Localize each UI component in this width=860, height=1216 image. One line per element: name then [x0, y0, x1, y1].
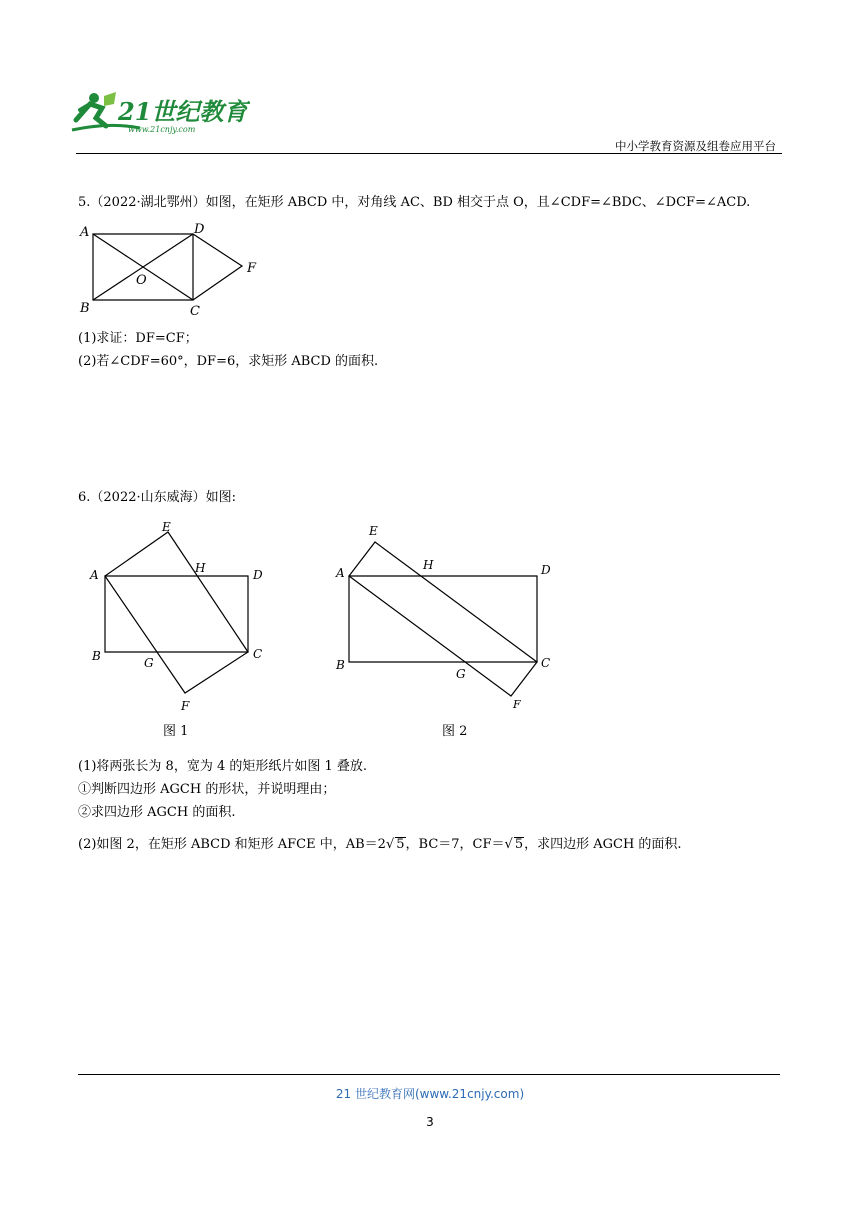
footer-link[interactable]: 21 世纪教育网(www.21cnjy.com)	[335, 1087, 525, 1101]
fig2-label-E: E	[369, 524, 378, 538]
footer-divider	[78, 1074, 780, 1075]
q6-part2	[78, 836, 682, 854]
fig2-label-H: H	[423, 558, 434, 572]
sqrt-radicand-1: 5	[396, 837, 405, 852]
fig1-label-G: G	[144, 656, 154, 670]
label-D: D	[194, 222, 205, 237]
q6-figure-2	[330, 515, 560, 715]
q6-part2-text-3: ，求四边形 AGCH 的面积.	[524, 837, 682, 852]
header-divider	[76, 153, 782, 154]
q5-figure	[76, 218, 266, 322]
q6-stem: 6.（2022·山东威海）如图:	[78, 490, 236, 505]
q6-part1: (1)将两张长为 8，宽为 4 的矩形纸片如图 1 叠放.	[78, 759, 368, 774]
q6-part2-text-1: (2)如图 2，在矩形 ABCD 和矩形 AFCE 中，AB＝2	[78, 837, 386, 852]
label-A: A	[80, 225, 90, 240]
q6-part1b: ②求四边形 AGCH 的面积.	[78, 805, 236, 820]
sqrt-radicand-2: 5	[514, 837, 524, 852]
fig2-label-F: F	[513, 698, 521, 711]
fig1-label-E: E	[162, 520, 171, 534]
sqrt-symbol: √	[385, 837, 395, 852]
q6-figure-1	[86, 515, 276, 715]
fig1-label-B: B	[92, 649, 101, 663]
fig2-label-A: A	[336, 566, 345, 580]
sqrt-symbol: √	[504, 837, 513, 852]
fig2-label-B: B	[336, 658, 345, 672]
label-C: C	[190, 304, 200, 319]
fig1-label-H: H	[195, 561, 206, 575]
fig1-label-C: C	[253, 647, 263, 661]
fig2-caption: 图 2	[442, 724, 468, 739]
fig1-label-D: D	[253, 568, 263, 582]
q5-part1: (1)求证：DF=CF；	[78, 331, 198, 346]
logo-text: 21世纪教育	[118, 97, 248, 126]
q6-part1a: ①判断四边形 AGCH 的形状，并说明理由；	[78, 782, 336, 797]
q6-part2-text-2: ，BC＝7，CF＝	[405, 837, 505, 852]
fig1-label-F: F	[181, 699, 190, 713]
page-number: 3	[426, 1115, 434, 1129]
label-O: O	[136, 273, 147, 288]
platform-name: 中小学教育资源及组卷应用平台	[615, 139, 776, 153]
fig2-label-C: C	[541, 656, 551, 670]
fig2-label-G: G	[456, 667, 466, 681]
q5-stem: 5.（2022·湖北鄂州）如图，在矩形 ABCD 中，对角线 AC、BD 相交于点 O，且∠CDF=∠BDC、∠DCF=∠ACD.	[78, 195, 751, 210]
label-B: B	[80, 301, 90, 316]
fig1-label-A: A	[90, 568, 99, 582]
logo-url: www.21cnjy.com	[128, 125, 196, 134]
fig1-caption: 图 1	[163, 724, 189, 739]
site-logo	[70, 90, 250, 138]
fig2-label-D: D	[541, 563, 551, 577]
label-F: F	[247, 261, 257, 276]
q5-part2: (2)若∠CDF=60°，DF=6，求矩形 ABCD 的面积.	[78, 354, 379, 369]
